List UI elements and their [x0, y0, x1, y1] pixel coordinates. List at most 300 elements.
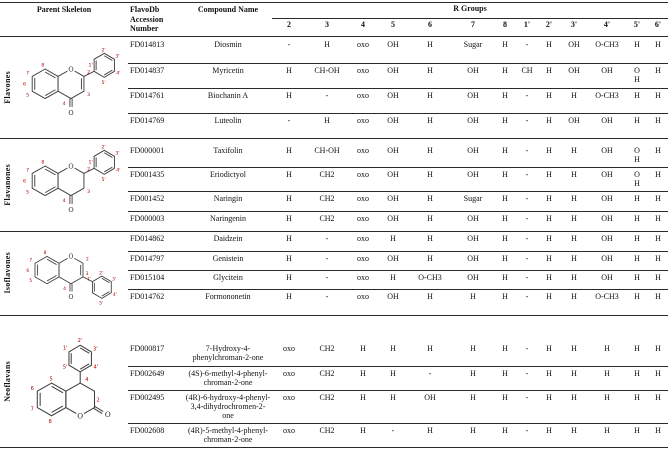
r-group-cell: H	[324, 39, 330, 49]
svg-text:8: 8	[41, 160, 45, 166]
svg-text:3': 3'	[112, 276, 117, 282]
header-parent-skeleton: Parent Skeleton	[36, 5, 92, 14]
r-group-cell: H	[655, 253, 661, 263]
svg-text:8: 8	[41, 63, 45, 69]
r-group-cell: H	[604, 425, 610, 435]
r-group-cell: OH	[601, 65, 613, 75]
flavanones-rows	[128, 139, 668, 231]
svg-text:7: 7	[29, 258, 33, 264]
r-group-cell: OH	[467, 65, 479, 75]
header-r-groups: R Groups	[272, 3, 668, 19]
svg-text:7: 7	[26, 168, 30, 174]
r-group-cell: OH	[387, 145, 399, 155]
r-group-cell: H	[604, 368, 610, 378]
svg-text:2': 2'	[99, 270, 104, 276]
r-group-cell: H	[360, 368, 366, 378]
svg-text:4: 4	[85, 377, 89, 384]
r-group-cell: OH	[387, 169, 399, 179]
group-neoflavans	[0, 315, 668, 447]
r-group-cell: OH	[467, 115, 479, 125]
r-group-cell: -	[525, 213, 529, 223]
r-group-cell: oxo	[357, 193, 369, 203]
r-group-cell: OH	[601, 115, 613, 125]
table-row	[128, 167, 668, 191]
svg-text:6: 6	[22, 82, 26, 88]
r-group-cell: H	[655, 213, 661, 223]
group-isoflavones	[0, 231, 668, 315]
r-group-cell: H	[655, 392, 661, 402]
r-group-cell: H	[546, 213, 552, 223]
r-group-cell: oxo	[357, 253, 369, 263]
r-group-cell: H	[546, 90, 552, 100]
r-group-cell: -	[325, 233, 329, 243]
r-group-cell: H	[655, 233, 661, 243]
table-row	[128, 270, 668, 289]
r-group-cell: OH	[467, 90, 479, 100]
r-group-cell: H	[324, 115, 330, 125]
r-group-cell: CH2	[319, 213, 335, 223]
r-group-cell: H	[390, 272, 396, 282]
r-group-cell: H	[360, 343, 366, 353]
r-group-cell: H	[286, 213, 292, 223]
header-r-col-2p: 2'	[545, 20, 553, 30]
r-group-cell: H	[634, 272, 640, 282]
r-group-cell: H	[634, 392, 640, 402]
r-group-cell: oxo	[357, 291, 369, 301]
r-group-cell: CH2	[319, 368, 335, 378]
r-group-cell: OH	[601, 272, 613, 282]
svg-text:5': 5'	[62, 364, 68, 371]
r-group-cell: oxo	[283, 343, 295, 353]
table-row	[128, 366, 668, 390]
svg-text:8: 8	[43, 250, 47, 256]
header-r-col-5: 5	[391, 20, 395, 30]
svg-text:5': 5'	[99, 300, 104, 306]
r-group-cell: H	[655, 272, 661, 282]
svg-text:3: 3	[87, 189, 91, 195]
svg-text:O: O	[68, 206, 74, 215]
header-accession: FlavoDb Accession Number	[130, 5, 164, 34]
header-r-col-4p: 4'	[603, 20, 611, 30]
table-row	[128, 423, 668, 447]
r-group-cell: OH	[568, 115, 580, 125]
svg-text:3: 3	[87, 92, 91, 98]
r-group-cell: CH-OH	[314, 65, 340, 75]
r-group-cell: H	[502, 65, 508, 75]
r-group-cell: H	[571, 193, 577, 203]
r-group-cell: OH	[387, 213, 399, 223]
r-group-cell: H	[427, 233, 433, 243]
compound-name-cell: Diosmin	[214, 39, 242, 49]
r-group-cell: OH	[424, 392, 436, 402]
r-group-cell: H	[655, 425, 661, 435]
r-group-cell: H	[571, 291, 577, 301]
r-group-cell: -	[525, 169, 529, 179]
r-group-cell: CH-OH	[314, 145, 340, 155]
r-group-cell: OH	[601, 233, 613, 243]
r-group-cell: H	[286, 90, 292, 100]
r-group-cell: oxo	[357, 90, 369, 100]
r-group-cell: oxo	[357, 115, 369, 125]
group-flavanones	[0, 138, 668, 231]
r-group-cell: H	[427, 291, 433, 301]
r-group-cell: H	[655, 65, 661, 75]
compound-name-cell: Daidzein	[213, 233, 243, 243]
r-group-cell: -	[525, 425, 529, 435]
r-group-cell: -	[325, 90, 329, 100]
table-row	[128, 38, 668, 63]
svg-text:5: 5	[29, 278, 33, 284]
r-group-cell: -	[525, 90, 529, 100]
r-group-cell: -	[525, 368, 529, 378]
r-group-cell: H	[427, 425, 433, 435]
neoflavans-rows	[128, 316, 668, 447]
flavones-label: Flavones	[3, 70, 12, 104]
r-group-cell: -	[525, 193, 529, 203]
header-r-col-2: 2	[287, 20, 291, 30]
table-row	[128, 342, 668, 366]
r-group-cell: H	[655, 193, 661, 203]
r-group-cell: oxo	[283, 392, 295, 402]
header-compound-name: Compound Name	[197, 5, 259, 14]
r-group-cell: -	[391, 425, 395, 435]
r-group-cell: H	[634, 233, 640, 243]
r-group-cell: H	[286, 272, 292, 282]
accession-cell: FD014797	[130, 253, 165, 263]
r-group-cell: -	[325, 291, 329, 301]
svg-text:6: 6	[26, 268, 30, 274]
r-group-cell: H	[655, 169, 661, 179]
r-group-cell: H	[502, 291, 508, 301]
r-group-cell: H	[546, 253, 552, 263]
r-group-cell: H	[427, 115, 433, 125]
compound-name-cell: Naringin	[213, 193, 243, 203]
r-group-cell: H	[360, 392, 366, 402]
r-group-cell: H	[571, 343, 577, 353]
r-group-cell: Sugar	[463, 39, 483, 49]
r-group-cell: H	[390, 343, 396, 353]
svg-text:5: 5	[26, 190, 30, 196]
r-group-cell: H	[470, 291, 476, 301]
r-group-cell: H	[634, 253, 640, 263]
r-group-cell: CH2	[319, 425, 335, 435]
r-group-cell: H	[634, 425, 640, 435]
table-row	[128, 211, 668, 231]
r-group-cell: H	[286, 169, 292, 179]
table-row	[128, 289, 668, 308]
r-group-cell: H	[502, 39, 508, 49]
r-group-cell: H	[546, 368, 552, 378]
r-group-cell: H	[502, 145, 508, 155]
svg-text:1': 1'	[88, 63, 93, 69]
r-group-cell: H	[427, 343, 433, 353]
r-group-cell: oxo	[283, 368, 295, 378]
r-group-cell: CH2	[319, 392, 335, 402]
r-group-cell: H	[286, 193, 292, 203]
r-group-cell: OH	[467, 272, 479, 282]
svg-text:6: 6	[30, 386, 34, 393]
svg-text:O: O	[68, 162, 74, 171]
r-group-cell: H	[470, 368, 476, 378]
neoflavans-label: Neoflavans	[3, 360, 12, 402]
svg-text:6: 6	[22, 179, 26, 185]
svg-text:2: 2	[87, 70, 91, 76]
r-group-cell: H	[634, 115, 640, 125]
svg-text:3': 3'	[115, 151, 120, 157]
r-group-cell: H	[571, 368, 577, 378]
r-group-cell: H	[655, 39, 661, 49]
accession-cell: FD014837	[130, 65, 165, 75]
r-group-cell: -	[525, 253, 529, 263]
r-group-cell: H	[634, 213, 640, 223]
r-group-cell: H	[502, 253, 508, 263]
compound-name-cell: Biochanin A	[207, 90, 249, 100]
r-group-cell: H	[655, 90, 661, 100]
r-group-cell: -	[325, 272, 329, 282]
r-group-cell: H	[571, 169, 577, 179]
r-group-cell: H	[502, 233, 508, 243]
r-group-cell: H	[390, 392, 396, 402]
compound-name-cell: Glycitein	[213, 272, 243, 282]
r-group-cell: H	[571, 90, 577, 100]
accession-cell: FD014862	[130, 233, 165, 243]
svg-text:2': 2'	[77, 338, 83, 345]
table-header	[0, 3, 668, 37]
r-group-cell: H	[604, 392, 610, 402]
accession-cell: FD000817	[130, 343, 165, 353]
svg-text:O: O	[77, 411, 84, 421]
r-group-cell: OH	[601, 253, 613, 263]
header-r-col-8: 8	[503, 20, 507, 30]
r-group-cell: H	[634, 90, 640, 100]
r-group-cell: OH	[387, 115, 399, 125]
r-group-cell: H	[502, 392, 508, 402]
r-group-cell: H	[360, 425, 366, 435]
svg-text:2: 2	[96, 397, 100, 404]
r-group-cell: oxo	[357, 213, 369, 223]
svg-text:1': 1'	[62, 345, 68, 352]
flavanones-label: Flavanones	[3, 163, 12, 206]
r-group-cell: H	[546, 65, 552, 75]
r-group-cell: oxo	[357, 145, 369, 155]
svg-text:4': 4'	[116, 71, 121, 77]
header-r-col-6p: 6'	[654, 20, 662, 30]
r-group-cell: H	[571, 425, 577, 435]
svg-text:3': 3'	[92, 346, 98, 353]
neoflavan-structure-icon	[25, 334, 117, 428]
r-group-cell: CH2	[319, 169, 335, 179]
r-group-cell: H	[634, 368, 640, 378]
r-group-cell: OH	[601, 213, 613, 223]
r-group-cell: CH	[521, 65, 533, 75]
svg-text:O: O	[68, 293, 74, 301]
svg-text:4': 4'	[93, 364, 99, 371]
r-group-cell: OH	[387, 291, 399, 301]
accession-cell: FD015104	[130, 272, 165, 282]
accession-cell: FD001452	[130, 193, 165, 203]
r-group-cell: oxo	[357, 65, 369, 75]
compound-name-cell: Naringenin	[210, 213, 246, 223]
compound-name-cell: Myricetin	[212, 65, 244, 75]
svg-text:4: 4	[62, 199, 66, 205]
r-group-cell: H	[655, 145, 661, 155]
r-group-cell: -	[525, 343, 529, 353]
table-row	[128, 191, 668, 211]
r-group-cell: H	[546, 425, 552, 435]
svg-text:2': 2'	[101, 48, 106, 54]
r-group-cell: H	[546, 291, 552, 301]
r-group-cell: H	[546, 145, 552, 155]
table-row	[128, 144, 668, 167]
accession-cell: FD000003	[130, 213, 165, 223]
compound-name-cell: (4R)-6-hydroxy-4-phenyl-3,4-dihydrochromen-2-one	[185, 392, 271, 421]
r-group-cell: H	[470, 392, 476, 402]
r-group-cell: OH	[601, 193, 613, 203]
r-group-cell: H	[502, 169, 508, 179]
r-group-cell: H	[427, 253, 433, 263]
header-r-col-1p: 1'	[523, 20, 531, 30]
r-group-cell: OH	[634, 169, 640, 189]
r-group-cell: H	[546, 272, 552, 282]
r-group-cell: H	[634, 39, 640, 49]
r-group-cell: H	[427, 39, 433, 49]
r-group-cell: -	[525, 233, 529, 243]
r-group-cell: OH	[387, 90, 399, 100]
r-group-cell: H	[502, 90, 508, 100]
r-group-cell: H	[286, 233, 292, 243]
r-group-cell: O-CH3	[418, 272, 442, 282]
svg-text:4: 4	[62, 101, 66, 107]
r-group-cell: H	[546, 115, 552, 125]
r-group-cell: H	[502, 368, 508, 378]
flavanone-structure-icon	[19, 142, 123, 227]
accession-cell: FD002495	[130, 392, 165, 402]
flavones-rows	[128, 37, 668, 138]
r-group-cell: H	[571, 272, 577, 282]
r-group-cell: H	[427, 145, 433, 155]
r-group-cell: OH	[467, 169, 479, 179]
r-group-cell: H	[634, 343, 640, 353]
svg-text:7: 7	[26, 71, 30, 77]
svg-text:O: O	[68, 108, 74, 117]
r-group-cell: H	[427, 90, 433, 100]
r-group-cell: H	[502, 115, 508, 125]
header-r-col-6: 6	[428, 20, 432, 30]
r-group-cell: H	[390, 233, 396, 243]
r-group-cell: H	[655, 343, 661, 353]
compound-name-cell: (4S)-6-methyl-4-phenyl-chroman-2-one	[188, 368, 268, 387]
svg-text:5: 5	[49, 376, 53, 383]
r-group-cell: H	[427, 193, 433, 203]
r-group-cell: OH	[601, 145, 613, 155]
svg-text:5': 5'	[101, 177, 106, 183]
r-group-cell: OH	[387, 193, 399, 203]
svg-text:4: 4	[63, 286, 67, 292]
r-group-cell: H	[427, 65, 433, 75]
r-group-cell: H	[655, 115, 661, 125]
r-group-cell: H	[286, 145, 292, 155]
header-r-col-3: 3	[325, 20, 329, 30]
r-group-cell: H	[286, 253, 292, 263]
r-group-cell: oxo	[357, 272, 369, 282]
r-group-cell: CH2	[319, 343, 335, 353]
svg-text:4': 4'	[116, 168, 121, 174]
compound-name-cell: Eriodictyol	[210, 169, 246, 179]
svg-text:5: 5	[26, 93, 30, 99]
r-group-cell: H	[604, 343, 610, 353]
r-group-cell: H	[634, 291, 640, 301]
svg-text:5': 5'	[101, 80, 106, 86]
r-group-cell: -	[525, 272, 529, 282]
compound-name-cell: (4R)-5-methyl-4-phenyl-chroman-2-one	[188, 425, 268, 445]
r-group-cell: H	[546, 169, 552, 179]
r-group-cell: H	[571, 392, 577, 402]
svg-text:O: O	[104, 409, 111, 419]
r-group-cell: H	[634, 193, 640, 203]
table-row	[128, 88, 668, 113]
accession-cell: FD014813	[130, 39, 165, 49]
svg-text:2': 2'	[101, 145, 106, 151]
group-flavones	[0, 37, 668, 138]
r-group-cell: oxo	[283, 425, 295, 435]
r-group-cell: H	[502, 272, 508, 282]
r-group-cell: H	[470, 343, 476, 353]
r-group-cell: Sugar	[463, 193, 483, 203]
svg-text:7: 7	[30, 406, 34, 413]
r-group-cell: oxo	[357, 169, 369, 179]
r-group-cell: O-CH3	[595, 39, 619, 49]
r-group-cell: H	[571, 253, 577, 263]
isoflavones-rows	[128, 232, 668, 315]
accession-cell: FD002649	[130, 368, 165, 378]
r-group-cell: H	[546, 343, 552, 353]
table-row	[128, 232, 668, 251]
r-group-cell: OH	[387, 39, 399, 49]
r-group-cell: -	[525, 39, 529, 49]
compound-name-cell: Genistein	[212, 253, 244, 263]
r-group-cell: -	[287, 115, 291, 125]
r-group-cell: oxo	[357, 233, 369, 243]
r-group-cell: H	[502, 425, 508, 435]
isoflavone-structure-icon	[23, 234, 119, 313]
r-group-cell: H	[470, 425, 476, 435]
r-group-cell: O-CH3	[595, 291, 619, 301]
r-group-cell: O-CH3	[595, 90, 619, 100]
r-group-cell: H	[427, 169, 433, 179]
isoflavones-skeleton-cell	[0, 232, 128, 315]
neoflavans-skeleton-cell	[0, 316, 128, 447]
isoflavones-label: Isoflavones	[3, 252, 12, 294]
r-group-cell: H	[390, 368, 396, 378]
compound-name-cell: 7-Hydroxy-4-phenylchroman-2-one	[192, 343, 264, 362]
compound-name-cell: Formononetin	[205, 291, 251, 301]
r-group-cell: CH2	[319, 193, 335, 203]
accession-cell: FD002608	[130, 425, 165, 435]
r-group-cell: H	[571, 233, 577, 243]
r-group-cell: OH	[387, 253, 399, 263]
r-group-cell: H	[571, 145, 577, 155]
r-group-cell: OH	[568, 65, 580, 75]
table-row	[128, 390, 668, 423]
r-group-cell: -	[287, 39, 291, 49]
svg-text:8: 8	[48, 419, 52, 426]
compound-name-cell: Taxifolin	[213, 145, 243, 155]
accession-cell: FD000001	[130, 145, 165, 155]
flavone-structure-icon	[19, 45, 123, 130]
accession-cell: FD014769	[130, 115, 165, 125]
r-group-cell: OH	[634, 145, 640, 165]
r-group-cell: H	[427, 213, 433, 223]
